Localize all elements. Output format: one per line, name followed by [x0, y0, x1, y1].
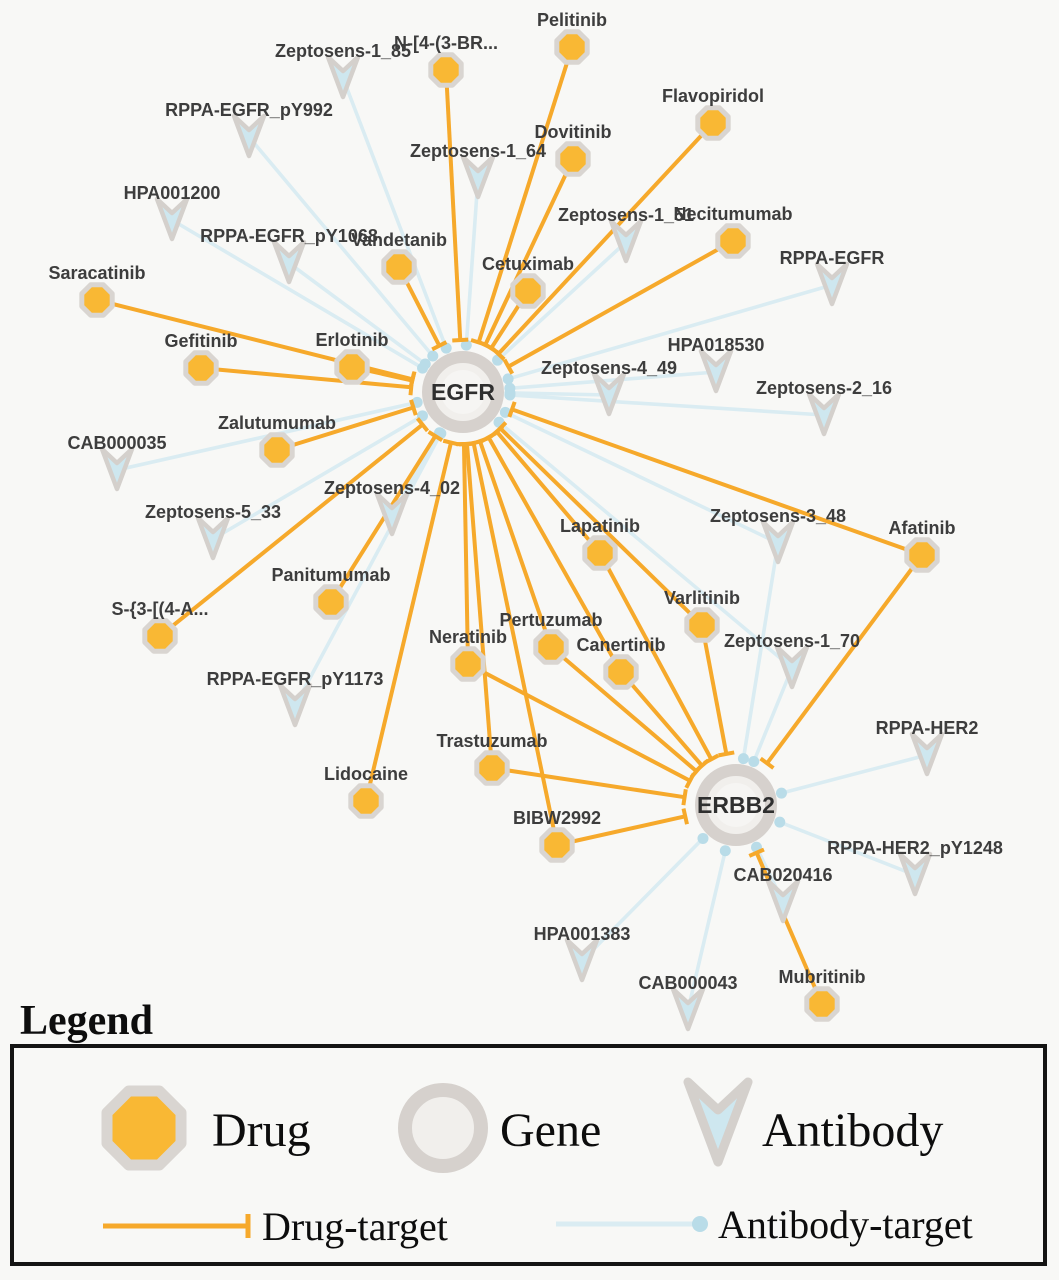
drug-node-Lidocaine[interactable]	[351, 786, 381, 816]
node-label: Panitumumab	[271, 565, 391, 585]
antibody-node-CAB000043[interactable]	[673, 989, 703, 1029]
node-label: Varlitinib	[663, 588, 741, 608]
drug-octagon-icon	[82, 285, 112, 315]
node-label: RPPA-EGFR_pY1068	[200, 226, 378, 246]
node-label: Dovitinib	[534, 122, 612, 142]
antibody-chevron-icon	[157, 199, 187, 239]
drug-octagon-icon	[698, 108, 728, 138]
antibody-target-edge	[466, 178, 478, 345]
antibody-edge-dot	[776, 788, 787, 799]
node-label: Necitumumab	[673, 204, 793, 224]
drug-node-Mubritinib[interactable]	[807, 989, 837, 1019]
antibody-node-Zeptosens-1_85[interactable]	[328, 57, 358, 97]
drug-octagon-icon	[585, 538, 615, 568]
node-label: CAB000035	[67, 433, 167, 453]
antibody-chevron-icon	[280, 685, 310, 725]
antibody-chevron-icon	[673, 989, 703, 1029]
node-label: Zeptosens-1_64	[409, 141, 547, 161]
antibody-chevron-icon	[377, 494, 407, 534]
drug-octagon-icon	[384, 252, 414, 282]
node-label: HPA001383	[533, 924, 631, 944]
node-label: Cetuximab	[481, 254, 575, 274]
antibody-node-RPPA-EGFR_pY1173[interactable]	[280, 685, 310, 725]
antibody-edge-dot	[503, 373, 514, 384]
drug-node-Pelitinib[interactable]	[557, 32, 587, 62]
node-label: N-[4-(3-BR...	[394, 33, 498, 53]
antibody-chevron-icon	[198, 518, 228, 558]
node-label: Zalutumumab	[217, 413, 337, 433]
node-label: Mubritinib	[778, 967, 866, 987]
antibody-target-edge	[781, 755, 927, 793]
drug-target-edge	[467, 444, 492, 768]
drug-octagon-icon	[262, 435, 292, 465]
node-label: RPPA-HER2	[875, 718, 979, 738]
antibody-node-Zeptosens-3_48[interactable]	[763, 522, 793, 562]
node-label: Canertinib	[576, 635, 666, 655]
node-label: Zeptosens-1_70	[723, 631, 861, 651]
drug-node-S-{3-[(4-A...[interactable]	[145, 621, 175, 651]
antibody-node-RPPA-EGFR[interactable]	[817, 264, 847, 304]
drug-edge-tee	[683, 789, 685, 805]
antibody-edge-dot	[738, 753, 749, 764]
node-label: Gefitinib	[164, 331, 238, 351]
drug-node-N-[4-(3-BR...[interactable]	[431, 55, 461, 85]
node-label: Zeptosens-4_02	[323, 478, 461, 498]
node-label: Zeptosens-4_49	[540, 358, 678, 378]
antibody-node-HPA001200[interactable]	[157, 199, 187, 239]
node-label: RPPA-EGFR_pY992	[165, 100, 333, 120]
drug-node-Necitumumab[interactable]	[718, 226, 748, 256]
drug-octagon-icon	[542, 830, 572, 860]
antibody-node-Zeptosens-5_33[interactable]	[198, 518, 228, 558]
antibody-chevron-icon	[817, 264, 847, 304]
drug-node-Canertinib[interactable]	[606, 657, 636, 687]
node-label: Flavopiridol	[661, 86, 765, 106]
antibody-chevron-icon	[701, 351, 731, 391]
antibody-node-RPPA-EGFR_pY1068[interactable]	[274, 242, 304, 282]
drug-octagon-icon	[145, 621, 175, 651]
node-label: CAB020416	[733, 865, 833, 885]
drug-target-edge	[492, 768, 685, 797]
drug-node-Saracatinib[interactable]	[82, 285, 112, 315]
antibody-node-Zeptosens-1_64[interactable]	[463, 157, 493, 197]
node-label: Trastuzumab	[436, 731, 548, 751]
drug-edge-tee	[718, 752, 734, 755]
drug-octagon-icon	[557, 32, 587, 62]
node-label: Saracatinib	[48, 263, 146, 283]
antibody-edge-dot	[720, 845, 731, 856]
drug-octagon-icon	[558, 144, 588, 174]
legend-drug-icon	[107, 1091, 181, 1165]
node-label: Lapatinib	[560, 516, 640, 536]
node-label: Pertuzumab	[499, 610, 603, 630]
node-label: RPPA-HER2_pY1248	[827, 838, 1003, 858]
legend	[12, 998, 1045, 1264]
node-label: Zeptosens-3_48	[709, 506, 847, 526]
antibody-chevron-icon	[900, 854, 930, 894]
antibody-node-Zeptosens-4_02[interactable]	[377, 494, 407, 534]
network-layer	[48, 10, 1002, 1029]
drug-octagon-icon	[453, 649, 483, 679]
drug-octagon-icon	[477, 753, 507, 783]
drug-node-BIBW2992[interactable]	[542, 830, 572, 860]
antibody-node-CAB020416[interactable]	[768, 881, 798, 921]
drug-node-Zalutumumab[interactable]	[262, 435, 292, 465]
antibody-chevron-icon	[763, 522, 793, 562]
antibody-node-HPA001383[interactable]	[567, 940, 597, 980]
node-label: Zeptosens-5_33	[144, 502, 282, 522]
legend-antibody-target-label: Antibody-target	[718, 1202, 973, 1247]
drug-node-Panitumumab[interactable]	[316, 587, 346, 617]
legend-gene-icon	[405, 1090, 481, 1166]
drug-target-edge	[446, 70, 460, 340]
antibody-edge-dot	[420, 359, 431, 370]
drug-edge-tee	[411, 373, 415, 389]
node-label: Zeptosens-2_16	[755, 378, 893, 398]
node-label: HPA018530	[667, 335, 765, 355]
drug-edge-tee	[452, 340, 468, 341]
node-label: S-{3-[(4-A...	[111, 599, 209, 619]
drug-octagon-icon	[337, 352, 367, 382]
node-label: HPA001200	[123, 183, 221, 203]
antibody-chevron-icon	[567, 940, 597, 980]
antibody-edge-dot	[427, 350, 438, 361]
node-label: Zeptosens-1_85	[274, 41, 412, 61]
node-label: Zeptosens-1_51	[557, 205, 695, 225]
node-label: Afatinib	[888, 518, 956, 538]
drug-octagon-icon	[316, 587, 346, 617]
drug-node-Afatinib[interactable]	[907, 540, 937, 570]
antibody-chevron-icon	[274, 242, 304, 282]
legend-drug-label: Drug	[212, 1104, 311, 1157]
drug-target-edge	[702, 625, 726, 754]
antibody-chevron-icon	[463, 157, 493, 197]
antibody-target-edge	[343, 78, 446, 348]
legend-antibody-label: Antibody	[762, 1104, 944, 1157]
antibody-node-Zeptosens-1_51[interactable]	[611, 221, 641, 261]
drug-node-Vandetanib[interactable]	[384, 252, 414, 282]
node-label: CAB000043	[638, 973, 738, 993]
node-label: Neratinib	[428, 627, 508, 647]
drug-octagon-icon	[513, 276, 543, 306]
antibody-edge-dot	[504, 389, 515, 400]
antibody-edge-dot	[697, 833, 708, 844]
antibody-node-RPPA-HER2_pY1248[interactable]	[900, 854, 930, 894]
node-label: Lidocaine	[323, 764, 409, 784]
node-label: RPPA-EGFR_pY1173	[206, 669, 384, 689]
antibody-node-Zeptosens-1_70[interactable]	[777, 647, 807, 687]
antibody-chevron-icon	[328, 57, 358, 97]
drug-node-Flavopiridol[interactable]	[698, 108, 728, 138]
antibody-edge-dot	[748, 756, 759, 767]
legend-drug-target-label: Drug-target	[262, 1204, 448, 1249]
drug-octagon-icon	[807, 989, 837, 1019]
drug-node-Erlotinib[interactable]	[337, 352, 367, 382]
antibody-chevron-icon	[777, 647, 807, 687]
drug-node-Pertuzumab[interactable]	[536, 632, 566, 662]
legend-gene-label: Gene	[500, 1104, 602, 1157]
drug-octagon-icon	[536, 632, 566, 662]
drug-octagon-icon	[606, 657, 636, 687]
drug-octagon-icon	[431, 55, 461, 85]
drug-node-Gefitinib[interactable]	[186, 353, 216, 383]
drug-octagon-icon	[351, 786, 381, 816]
antibody-node-RPPA-HER2[interactable]	[912, 734, 942, 774]
node-label: BIBW2992	[512, 808, 602, 828]
gene-label: ERBB2	[697, 792, 775, 818]
drug-node-Varlitinib[interactable]	[687, 610, 717, 640]
antibody-chevron-icon	[768, 881, 798, 921]
antibody-node-HPA018530[interactable]	[701, 351, 731, 391]
drug-node-Neratinib[interactable]	[453, 649, 483, 679]
drug-node-Dovitinib[interactable]	[558, 144, 588, 174]
gene-label: EGFR	[431, 379, 495, 405]
drug-node-Lapatinib[interactable]	[585, 538, 615, 568]
antibody-chevron-icon	[912, 734, 942, 774]
legend-title: Legend	[20, 998, 154, 1044]
node-label: Pelitinib	[536, 10, 608, 30]
drug-octagon-icon	[186, 353, 216, 383]
drug-node-Cetuximab[interactable]	[513, 276, 543, 306]
drug-edge-tee	[684, 809, 687, 825]
drug-octagon-icon	[718, 226, 748, 256]
antibody-target-edge	[754, 668, 792, 761]
drug-node-Trastuzumab[interactable]	[477, 753, 507, 783]
node-label: Vandetanib	[350, 230, 448, 250]
antibody-edge-dot	[774, 817, 785, 828]
node-label: RPPA-EGFR	[779, 248, 885, 268]
antibody-chevron-icon	[611, 221, 641, 261]
drug-octagon-icon	[907, 540, 937, 570]
drug-octagon-icon	[687, 610, 717, 640]
node-label: Erlotinib	[315, 330, 389, 350]
